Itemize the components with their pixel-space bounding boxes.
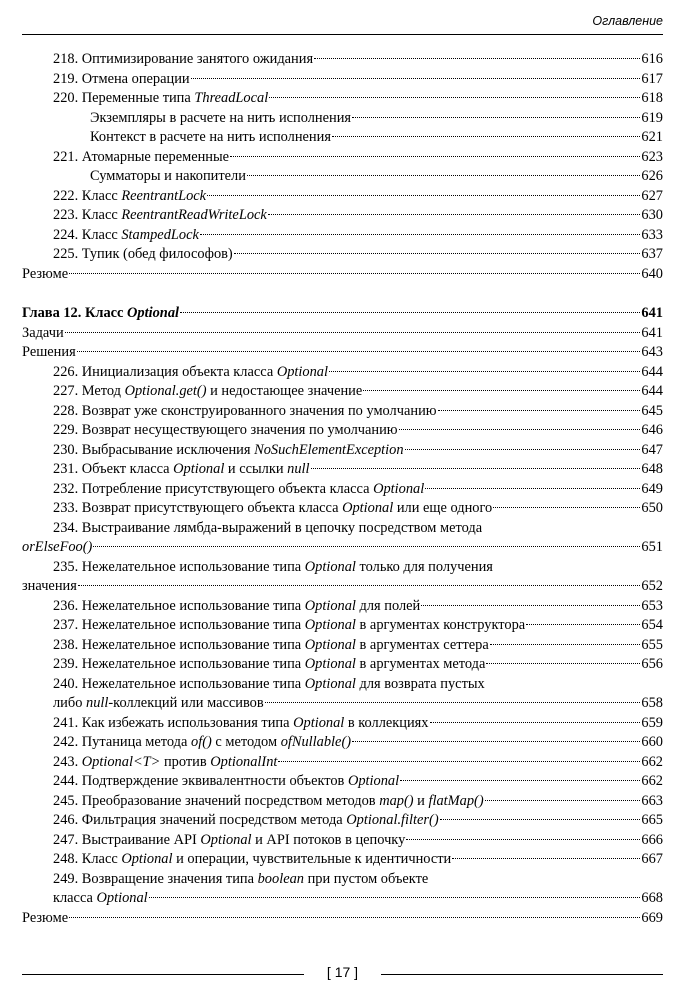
page-ref: 616 (641, 51, 663, 67)
dot-leader (149, 897, 641, 898)
entry-title-group (53, 89, 268, 109)
entry-title: либо (53, 695, 86, 711)
toc-entry[interactable] (22, 363, 663, 383)
dot-leader (269, 97, 640, 98)
toc-entry[interactable] (22, 909, 663, 929)
entry-title-group (53, 187, 206, 207)
table-of-contents (22, 50, 663, 928)
page-ref: 627 (641, 187, 663, 204)
page-number: [ 17 ] (326, 964, 359, 980)
page-ref: 650 (641, 500, 663, 516)
entry-title: Сумматоры и накопители (90, 168, 246, 184)
page-ref: 645 (641, 402, 663, 419)
page-ref: 662 (641, 773, 663, 789)
entry-title-rest: только для получения (355, 558, 493, 575)
toc-entry[interactable] (22, 597, 663, 617)
entry-title: Экземпляры в расчете на нить исполнения (90, 109, 352, 126)
page-ref: 666 (641, 831, 663, 848)
dot-leader (352, 741, 640, 742)
entry-title-group (53, 480, 424, 500)
toc-entry[interactable] (22, 811, 663, 831)
entry-title-group (22, 304, 179, 324)
entry-title: 244. Подтверждение эквивалентности объектов (53, 773, 348, 789)
toc-entry[interactable] (22, 206, 663, 226)
entry-title: 230. Выбрасывание исключения (53, 441, 255, 458)
entry-title: 225. Тупик (обед философов) (53, 246, 233, 262)
entry-title: 218. Оптимизирование занятого ожидания (53, 51, 314, 67)
page-ref: 660 (641, 734, 663, 750)
toc-entry[interactable] (22, 265, 663, 285)
header-title: Оглавление (592, 14, 663, 28)
entry-title: 246. Фильтрация значений посредством метода (53, 812, 347, 828)
dot-leader (486, 663, 640, 664)
entry-title-italic: Optional (304, 636, 356, 653)
entry-title-group (53, 382, 362, 402)
dot-leader (452, 858, 640, 859)
toc-entry[interactable] (22, 421, 663, 441)
entry-title: 242. Путаница метода (53, 734, 191, 750)
dot-leader (405, 449, 641, 450)
entry-title-group (53, 850, 451, 870)
entry-title: 229. Возврат несуществующего значения по умолчанию (53, 422, 398, 438)
dot-leader (526, 624, 640, 625)
dot-leader (65, 332, 641, 333)
page-ref: 617 (641, 70, 663, 87)
page-ref: 662 (641, 753, 663, 770)
entry-title-rest: в аргументах сеттера (355, 636, 489, 653)
entry-title-group (53, 636, 489, 656)
page-ref: 651 (641, 539, 663, 555)
entry-title-italic: Optional (96, 890, 148, 906)
entry-title: 243. (53, 753, 82, 770)
entry-title-group (53, 694, 264, 714)
entry-title-italic: orElseFoo() (22, 539, 93, 555)
dot-leader (247, 175, 640, 176)
entry-title-italic: Optional (127, 305, 180, 321)
dot-leader (493, 507, 640, 508)
entry-title-group (22, 577, 77, 597)
page-ref: 623 (641, 148, 663, 165)
page-ref: 659 (641, 714, 663, 731)
dot-leader (230, 156, 640, 157)
entry-title-group (53, 714, 429, 734)
toc-entry-wrapped[interactable] (22, 870, 663, 909)
entry-title: 223. Класс (53, 207, 122, 223)
dot-leader (406, 839, 640, 840)
entry-title-italic: Optional.get() (124, 383, 207, 399)
dot-leader (268, 214, 641, 215)
dot-leader (77, 351, 641, 352)
dot-leader (69, 273, 640, 274)
entry-title: 221. Атомарные переменные (53, 148, 230, 165)
entry-title: 235. Нежелательное использование типа (53, 558, 305, 575)
page-ref: 641 (641, 305, 663, 321)
entry-title: 234. Выстраивание лямбда-выражений в цепочку посредством метода (53, 519, 483, 536)
entry-title-group (53, 733, 351, 753)
entry-title-rest: для возврата пустых (355, 675, 485, 692)
page-ref: 640 (641, 265, 663, 282)
entry-title-italic: Optional (304, 597, 356, 614)
entry-title-italic: NoSuchElementException (254, 441, 404, 458)
entry-title-rest: и API потоков в цепочку (251, 831, 406, 848)
entry-title-group (22, 324, 64, 344)
entry-title-group (53, 499, 492, 519)
page-ref: 637 (641, 246, 663, 262)
toc-entry[interactable] (22, 167, 663, 187)
footer-rule-right (381, 974, 663, 975)
page-ref: 663 (641, 792, 663, 809)
entry-title-rest: и недостающее значение (206, 383, 363, 399)
toc-entry-continuation (22, 577, 663, 597)
entry-title: 227. Метод (53, 383, 125, 399)
dot-leader (490, 644, 641, 645)
dot-leader (425, 488, 640, 489)
page-ref: 668 (641, 890, 663, 906)
entry-title-italic: Optional (173, 461, 225, 477)
entry-title-group (53, 50, 313, 70)
dot-leader (191, 78, 641, 79)
toc-entry-first-line (22, 558, 663, 578)
entry-title-group (53, 831, 405, 851)
page-ref: 644 (641, 383, 663, 399)
toc-entry[interactable] (22, 148, 663, 168)
entry-title-rest: с методом (211, 734, 281, 750)
entry-title-rest: -коллекций или массивов (108, 695, 264, 711)
page-ref: 649 (641, 480, 663, 497)
toc-entry[interactable] (22, 753, 663, 773)
toc-entry[interactable] (22, 226, 663, 246)
toc-entry[interactable] (22, 636, 663, 656)
toc-entry[interactable] (22, 402, 663, 422)
entry-title-group (53, 363, 328, 383)
dot-leader (234, 253, 641, 254)
dot-leader (363, 390, 640, 391)
entry-title: Резюме (22, 909, 69, 926)
entry-title-group (53, 772, 399, 792)
entry-title-italic: OptionalInt (210, 753, 278, 770)
entry-title-rest: и (413, 792, 429, 809)
toc-entry[interactable] (22, 109, 663, 129)
page-ref: 665 (641, 812, 663, 828)
toc-entry[interactable] (22, 245, 663, 265)
entry-title-italic: Optional<T> (81, 753, 161, 770)
entry-title-italic: Optional (121, 851, 173, 867)
dot-leader (314, 58, 640, 59)
entry-title: значения (22, 578, 77, 594)
entry-title-italic: Optional (304, 617, 356, 633)
entry-title-italic: Optional (373, 480, 425, 497)
entry-title: 247. Выстраивание API (53, 831, 201, 848)
toc-entry[interactable] (22, 441, 663, 461)
page-ref: 646 (641, 422, 663, 438)
entry-title-group (53, 460, 310, 480)
entry-title: 245. Преобразование значений посредством методов (53, 792, 380, 809)
toc-entry[interactable] (22, 70, 663, 90)
toc-entry[interactable] (22, 89, 663, 109)
section-gap (22, 284, 663, 304)
entry-title: 249. Возвращение значения типа (53, 870, 258, 887)
entry-title-group (22, 265, 68, 285)
entry-title-group (53, 148, 229, 168)
toc-entry[interactable] (22, 128, 663, 148)
toc-entry-wrapped[interactable] (22, 675, 663, 714)
toc-entry[interactable] (22, 304, 663, 324)
entry-title-italic: of() (191, 734, 212, 750)
page-ref: 621 (641, 129, 663, 145)
toc-entry-first-line (22, 675, 663, 695)
entry-title: 238. Нежелательное использование типа (53, 636, 305, 653)
toc-entry-wrapped[interactable] (22, 558, 663, 597)
entry-title-italic: null (287, 461, 310, 477)
toc-entry[interactable] (22, 655, 663, 675)
entry-title-group (53, 889, 148, 909)
page-footer (22, 962, 663, 982)
entry-title-italic: null (86, 695, 109, 711)
dot-leader (352, 117, 640, 118)
entry-title-group (53, 421, 398, 441)
dot-leader (265, 702, 641, 703)
entry-title: 231. Объект класса (53, 461, 174, 477)
page-ref: 619 (641, 109, 663, 126)
entry-title-rest: в аргументах метода (355, 656, 486, 672)
entry-title-italic: Optional (304, 675, 356, 692)
entry-title: 248. Класс (53, 851, 122, 867)
toc-entry[interactable] (22, 480, 663, 500)
dot-leader (93, 546, 640, 547)
entry-title-italic: Optional.filter() (346, 812, 439, 828)
entry-title: 239. Нежелательное использование типа (53, 656, 305, 672)
entry-title: 226. Инициализация объекта класса (53, 363, 277, 380)
entry-title-rest: и операции, чувствительные к идентичности (172, 851, 452, 867)
toc-entry[interactable] (22, 850, 663, 870)
dot-leader (329, 371, 640, 372)
page-ref: 654 (641, 617, 663, 633)
toc-entry-wrapped[interactable] (22, 519, 663, 558)
entry-title-group (53, 402, 437, 422)
dot-leader (332, 136, 640, 137)
page-ref: 667 (641, 851, 663, 867)
toc-entry[interactable] (22, 831, 663, 851)
entry-title: 220. Переменные типа (53, 90, 195, 106)
entry-title: 219. Отмена операции (53, 70, 190, 87)
dot-leader (180, 312, 640, 313)
dot-leader (438, 410, 641, 411)
toc-entry[interactable] (22, 772, 663, 792)
page-ref: 653 (641, 597, 663, 614)
entry-title-group (53, 245, 233, 265)
entry-title-group (90, 109, 351, 129)
entry-title-group (53, 753, 277, 773)
entry-title: 228. Возврат уже сконструированного значения по умолчанию (53, 402, 437, 419)
page-ref: 669 (641, 909, 663, 926)
entry-title-rest: против (160, 753, 211, 770)
entry-title-group (22, 538, 92, 558)
entry-title-italic: ThreadLocal (194, 90, 269, 106)
page-ref: 626 (641, 168, 663, 184)
entry-title-rest: в аргументах конструктора (355, 617, 526, 633)
toc-entry-first-line (22, 519, 663, 539)
entry-title: класса (53, 890, 97, 906)
page-ref: 643 (641, 344, 663, 360)
toc-entry[interactable] (22, 792, 663, 812)
entry-title-group (22, 909, 68, 929)
entry-title-italic: StampedLock (121, 226, 199, 243)
page-ref: 644 (641, 363, 663, 380)
entry-title: 236. Нежелательное использование типа (53, 597, 305, 614)
entry-title: 237. Нежелательное использование типа (53, 617, 305, 633)
entry-title-group (53, 226, 199, 246)
entry-title-rest: в коллекциях (344, 714, 429, 731)
entry-title-group (53, 597, 420, 617)
entry-title: Резюме (22, 265, 69, 282)
entry-title-italic: flatMap() (428, 792, 484, 809)
entry-title-group (53, 792, 484, 812)
entry-title-italic: Optional (304, 656, 356, 672)
entry-title-group (53, 616, 525, 636)
dot-leader (69, 917, 640, 918)
dot-leader (78, 585, 641, 586)
toc-entry[interactable] (22, 616, 663, 636)
dot-leader (485, 800, 641, 801)
entry-title-italic: Optional (342, 500, 394, 516)
page-ref: 630 (641, 207, 663, 223)
entry-title-group (53, 441, 404, 461)
page-ref: 652 (641, 578, 663, 594)
entry-title-italic: boolean (257, 870, 304, 887)
entry-title-group (90, 167, 246, 187)
page-ref: 658 (641, 695, 663, 711)
page-ref: 641 (641, 324, 663, 341)
entry-title-rest: при пустом объекте (303, 870, 429, 887)
toc-entry[interactable] (22, 460, 663, 480)
entry-title-rest: или еще одного (393, 500, 493, 516)
entry-title-group (53, 70, 190, 90)
page-ref: 647 (641, 441, 663, 458)
entry-title-group (22, 343, 76, 363)
page-ref: 648 (641, 461, 663, 477)
entry-title-group (90, 128, 331, 148)
dot-leader (421, 605, 640, 606)
dot-leader (440, 819, 641, 820)
toc-entry-continuation (22, 538, 663, 558)
toc-entry-first-line (22, 870, 663, 890)
entry-title-italic: ReentrantLock (121, 187, 207, 204)
entry-title-group (53, 206, 267, 226)
entry-title-italic: Optional (347, 773, 400, 789)
toc-entry[interactable] (22, 324, 663, 344)
entry-title: 240. Нежелательное использование типа (53, 675, 305, 692)
page-ref: 655 (641, 636, 663, 653)
page-ref: 618 (641, 90, 663, 106)
entry-title: Глава 12. Класс (22, 305, 128, 321)
entry-title-italic: Optional (293, 714, 345, 731)
toc-entry[interactable] (22, 733, 663, 753)
entry-title: Задачи (22, 324, 64, 341)
toc-entry[interactable] (22, 714, 663, 734)
entry-title: 241. Как избежать использования типа (53, 714, 294, 731)
page-ref: 633 (641, 226, 663, 243)
toc-entry[interactable] (22, 382, 663, 402)
entry-title: 232. Потребление присутствующего объекта класса (53, 480, 374, 497)
toc-entry[interactable] (22, 343, 663, 363)
dot-leader (207, 195, 640, 196)
entry-title-italic: map() (379, 792, 414, 809)
toc-entry[interactable] (22, 50, 663, 70)
toc-entry-continuation (22, 694, 663, 714)
entry-title-italic: ofNullable() (280, 734, 352, 750)
dot-leader (430, 722, 641, 723)
dot-leader (311, 468, 641, 469)
page-ref: 656 (641, 656, 663, 672)
dot-leader (200, 234, 641, 235)
entry-title: 233. Возврат присутствующего объекта класса (53, 500, 343, 516)
running-header (22, 14, 663, 35)
entry-title-italic: ReentrantReadWriteLock (121, 207, 267, 223)
entry-title-rest: и ссылки (224, 461, 288, 477)
toc-entry[interactable] (22, 187, 663, 207)
entry-title: 224. Класс (53, 226, 122, 243)
toc-entry[interactable] (22, 499, 663, 519)
entry-title-italic: Optional (200, 831, 252, 848)
dot-leader (278, 761, 640, 762)
entry-title-group (53, 655, 485, 675)
dot-leader (400, 780, 640, 781)
entry-title-italic: Optional (304, 558, 356, 575)
entry-title: Контекст в расчете на нить исполнения (90, 129, 331, 145)
dot-leader (399, 429, 641, 430)
entry-title: 222. Класс (53, 187, 122, 204)
entry-title-rest: для полей (355, 597, 421, 614)
entry-title: Решения (22, 344, 76, 360)
entry-title-italic: Optional (276, 363, 328, 380)
toc-entry-continuation (22, 889, 663, 909)
entry-title-group (53, 811, 439, 831)
